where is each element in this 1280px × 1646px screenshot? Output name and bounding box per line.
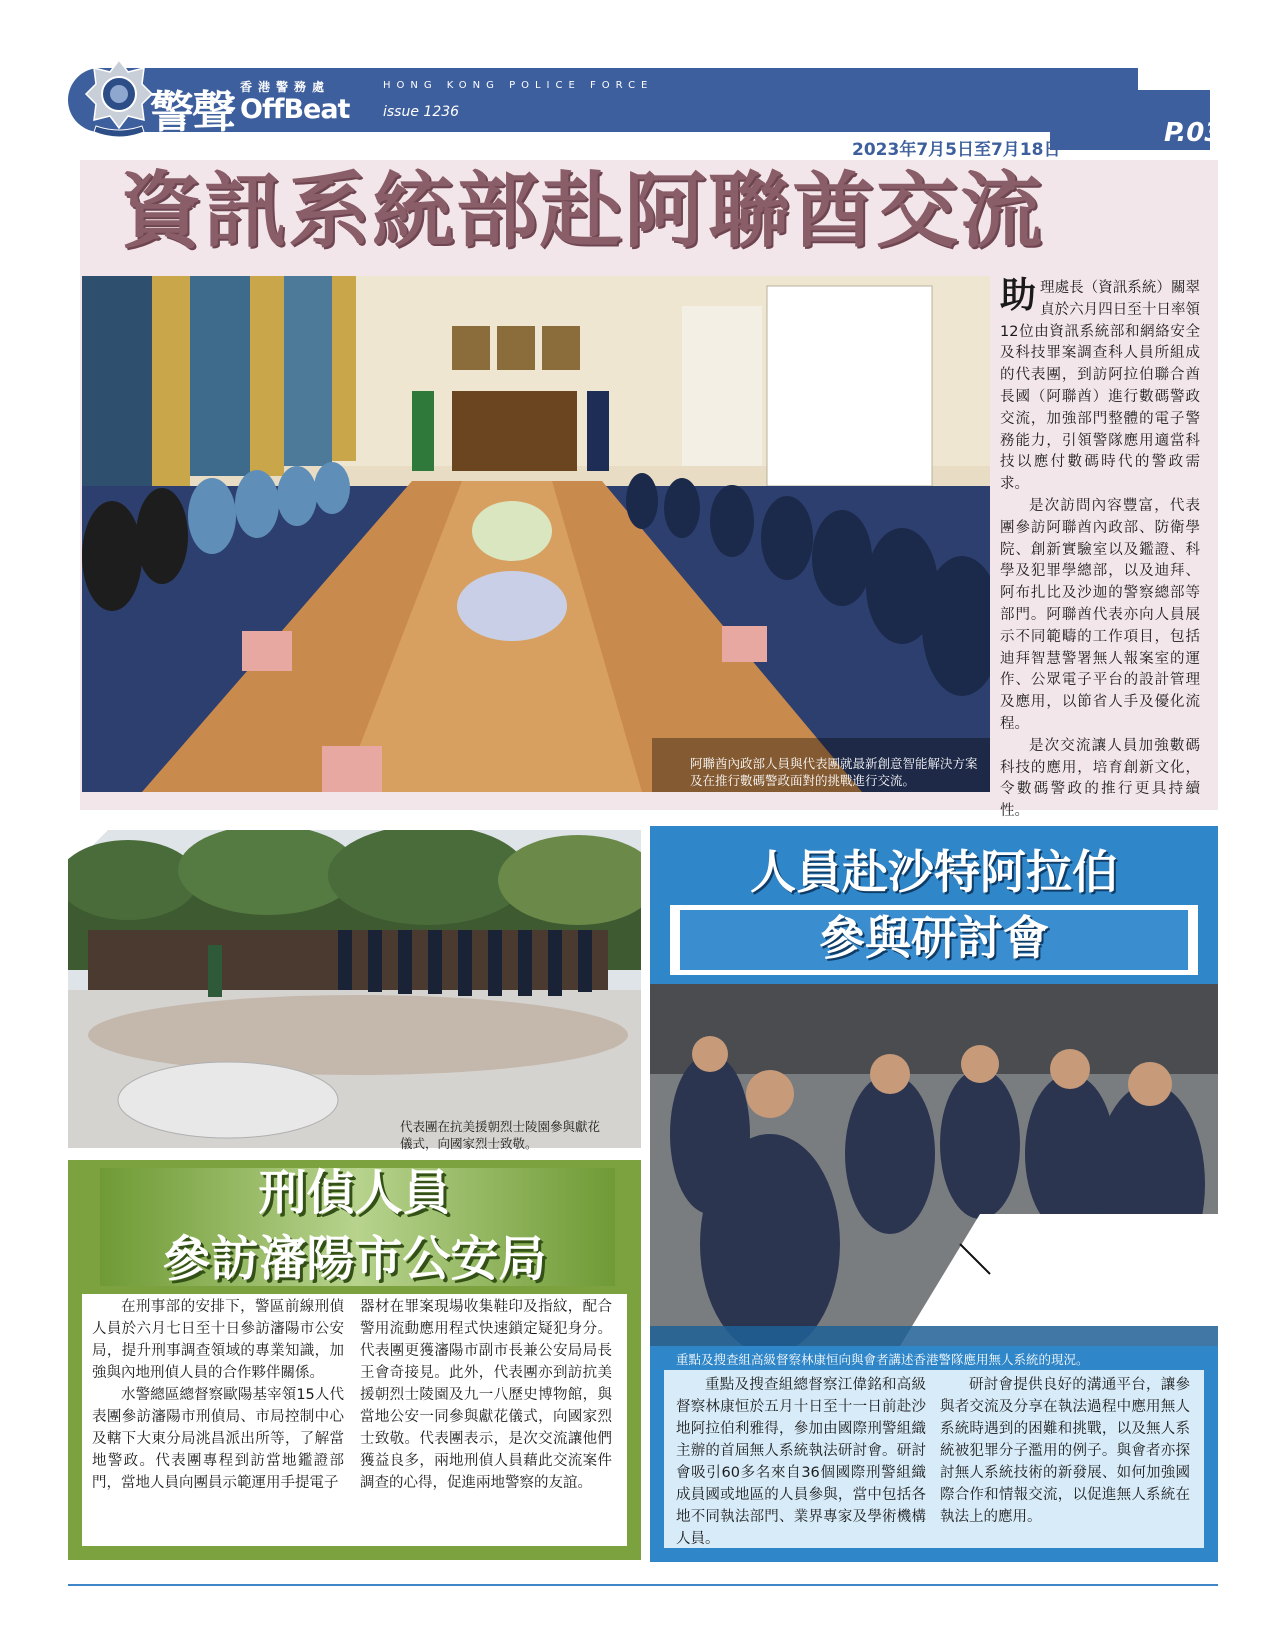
- paragraph: 是次交流讓人員加強數碼科技的應用，培育創新文化，令數碼警政的推行更具持續性。: [1000, 737, 1200, 820]
- top-photo-caption: 阿聯酋內政部人員與代表團就最新創意智能解決方案及在推行數碼警政面對的挑戰進行交流。: [690, 756, 978, 788]
- paragraph: 水警總區總督察歐陽基宰領15人代表團參訪瀋陽市刑偵局、市局控制中心及轄下大東分局洮昌派出所等，了解當地警政。代表團專程到訪當地鑑證部門，當地人員向團員示範運用手提電子: [92, 1387, 344, 1491]
- memorial-ceremony-photo: [68, 830, 641, 1148]
- police-badge-icon: [84, 58, 154, 142]
- logo-english: OffBeat: [240, 94, 350, 125]
- force-name: HONG KONG POLICE FORCE: [383, 80, 654, 91]
- left-article-column-1: [92, 1296, 344, 1494]
- footer-rule: [68, 1584, 1218, 1586]
- paragraph: 重點及搜查組總督察江偉銘和高級督察林康恒於五月十日至十一日前赴沙地阿拉伯利雅得，參加由國際刑警組織主辦的首屆無人系統執法研討會。研討會吸引60多名來自36個國際刑警組織成員國或地區的人員參與，當中包括各地不同執法部門、業界專家及學術機構人員。: [676, 1377, 926, 1547]
- top-article-title: 資訊系統部赴阿聯酋交流: [120, 164, 1045, 259]
- page-number: P.03: [1164, 118, 1223, 148]
- seminar-photo: [650, 984, 1218, 1346]
- right-photo-caption: 重點及搜查組高級督察林康恒向與會者講述香港警隊應用無人系統的現況。: [676, 1352, 1089, 1367]
- left-article-title-line1: 刑偵人員: [258, 1165, 451, 1221]
- right-article-title-line1: 人員赴沙特阿拉伯: [750, 845, 1118, 899]
- meeting-room-photo: [82, 276, 990, 792]
- right-article-column-1: [676, 1374, 926, 1550]
- paragraph: 理處長（資訊系統）關翠貞於六月四日至十日率領12位由資訊系統部和網絡安全及科技罪案調查科人員所組成的代表團，到訪阿拉伯聯合酋長國（阿聯酋）進行數碼警政交流，加強部門整體的電子警務能力，引領警隊應用適當科技以應付數碼時代的警政需求。: [1000, 280, 1200, 493]
- logo-small-text: 香港警務處: [240, 80, 331, 94]
- paragraph: 是次訪問內容豐富，代表團參訪阿聯酋內政部、防衛學院、創新實驗室以及鑑證、科學及犯罪學總部，以及迪拜、阿布扎比及沙迦的警察總部等部門。阿聯酋代表亦向人員展示不同範疇的工作項目，包括迪拜智慧警署無人報案室的運作、公眾電子平台的設計管理及應用，以節省人手及優化流程。: [1000, 497, 1200, 732]
- right-article-column-2: [940, 1374, 1190, 1528]
- paragraph: 在刑事部的安排下，警區前線刑偵人員於六月七日至十日參訪瀋陽市公安局，提升刑事調查領域的專業知識，加強與內地刑偵人員的合作夥伴關係。: [92, 1299, 344, 1381]
- right-article-title-line2: 參與研討會: [819, 911, 1049, 965]
- left-article-title-line2: 參訪瀋陽市公安局: [162, 1231, 547, 1287]
- left-photo-caption: 代表團在抗美援朝烈士陵園參與獻花儀式，向國家烈士致敬。: [400, 1119, 601, 1151]
- paragraph: 研討會提供良好的溝通平台，讓參與者交流及分享在執法過程中應用無人系統時遇到的困難和挑戰，以及無人系統被犯罪分子濫用的例子。與會者亦探討無人系統技術的新發展、如何加強國際合作和情報交流，以促進無人系統在執法上的應用。: [940, 1377, 1190, 1525]
- issue-date: 2023年7月5日至7月18日: [852, 140, 1061, 160]
- logo-chinese: 警聲: [150, 87, 234, 138]
- issue-number: issue 1236: [383, 104, 460, 120]
- paragraph: 器材在罪案現場收集鞋印及指紋，配合警用流動應用程式快速鎖定疑犯身分。代表團更獲瀋陽市副市長兼公安局局長王會奇接見。此外，代表團亦到訪抗美援朝烈士陵園及九一八歷史博物館，與當地公安一同參與獻花儀式，向國家烈士致敬。代表團表示，是次交流讓他們獲益良多，兩地刑偵人員藉此交流案件調查的心得，促進兩地警察的友誼。: [360, 1299, 612, 1491]
- drop-cap: 助: [1000, 275, 1037, 316]
- top-article-body: [1000, 275, 1200, 823]
- left-article-column-2: [360, 1296, 612, 1494]
